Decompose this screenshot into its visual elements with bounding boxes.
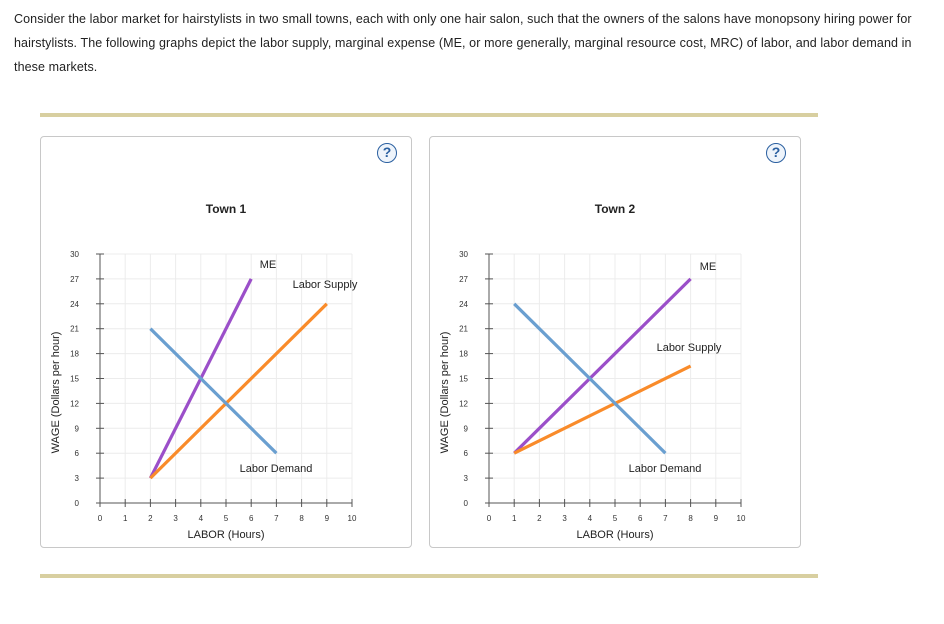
series-line-labor-supply [150, 304, 326, 478]
x-tick-label: 7 [663, 514, 668, 523]
help-button-town-2[interactable] [766, 143, 786, 163]
series-label-labor-demand: Labor Demand [239, 463, 313, 475]
x-axis-label: LABOR (Hours) [576, 529, 654, 541]
x-tick-label: 1 [511, 514, 517, 523]
y-tick-label: 24 [70, 299, 79, 309]
series-label-labor-demand: Labor Demand [628, 463, 702, 475]
y-tick-label: 0 [74, 499, 79, 508]
y-tick-label: 27 [70, 274, 79, 284]
x-tick-label: 4 [198, 514, 204, 523]
divider-top [40, 113, 818, 117]
chart-town-1 [41, 137, 411, 547]
y-tick-label: 21 [459, 324, 468, 334]
chart-panel-town-1 [40, 136, 412, 548]
x-tick-label: 4 [587, 514, 593, 523]
x-tick-label: 1 [122, 514, 128, 523]
x-tick-label: 6 [637, 514, 643, 523]
chart-panel-town-2 [429, 136, 801, 548]
series-label-labor-supply: Labor Supply [292, 279, 358, 291]
y-axis-label: WAGE (Dollars per hour) [439, 331, 451, 454]
y-tick-label: 15 [459, 374, 468, 384]
x-tick-label: 3 [562, 514, 567, 523]
y-tick-label: 30 [459, 250, 468, 259]
series-label-labor-supply: Labor Supply [656, 342, 722, 354]
y-tick-label: 30 [70, 250, 79, 259]
x-tick-label: 6 [248, 514, 254, 523]
x-tick-label: 5 [612, 514, 618, 523]
y-tick-label: 18 [459, 349, 468, 359]
x-tick-label: 0 [97, 514, 103, 523]
x-tick-label: 2 [537, 514, 542, 523]
x-tick-label: 2 [148, 514, 153, 523]
y-axis-label: WAGE (Dollars per hour) [50, 331, 62, 454]
y-tick-label: 24 [459, 299, 468, 309]
x-tick-label: 8 [688, 514, 693, 523]
x-tick-label: 9 [324, 514, 330, 523]
x-tick-label: 7 [274, 514, 279, 523]
y-tick-label: 3 [74, 474, 79, 484]
y-tick-label: 18 [70, 349, 79, 359]
y-tick-label: 27 [459, 274, 468, 284]
y-tick-label: 3 [463, 474, 468, 484]
chart-town-2 [430, 137, 800, 547]
y-tick-label: 9 [74, 424, 79, 434]
question-text: Consider the labor market for hairstylists in two small towns, each with only one hair salon, such that the owners of the salons have monopsony hiring power for hairstylists. The following graphs depict the labor supply, marginal expense (ME, or more generally, marginal resource cost, MRC) of labor, and labor demand in these markets. [14, 12, 912, 74]
chart-title: Town 1 [205, 202, 247, 216]
y-tick-label: 12 [70, 399, 79, 409]
help-icon[interactable]: ? [382, 144, 392, 160]
series-label-me: ME [259, 259, 277, 271]
chart-title: Town 2 [594, 202, 636, 216]
help-button-town-1[interactable] [377, 143, 397, 163]
series-line-me [514, 279, 690, 453]
x-tick-label: 0 [486, 514, 492, 523]
series-label-me: ME [699, 261, 717, 273]
y-tick-label: 21 [70, 324, 79, 334]
series-line-labor-supply [514, 366, 690, 453]
help-icon[interactable]: ? [771, 144, 781, 160]
x-tick-label: 10 [347, 514, 357, 523]
x-tick-label: 5 [223, 514, 229, 523]
x-tick-label: 10 [736, 514, 746, 523]
y-tick-label: 9 [463, 424, 468, 434]
x-axis-label: LABOR (Hours) [187, 529, 265, 541]
y-tick-label: 12 [459, 399, 468, 409]
x-tick-label: 9 [713, 514, 719, 523]
series-line-labor-demand [150, 329, 276, 454]
y-tick-label: 6 [74, 449, 79, 459]
y-tick-label: 6 [463, 449, 468, 459]
x-tick-label: 8 [299, 514, 304, 523]
y-tick-label: 0 [463, 499, 468, 508]
y-tick-label: 15 [70, 374, 79, 384]
divider-bottom [40, 574, 818, 578]
x-tick-label: 3 [173, 514, 178, 523]
